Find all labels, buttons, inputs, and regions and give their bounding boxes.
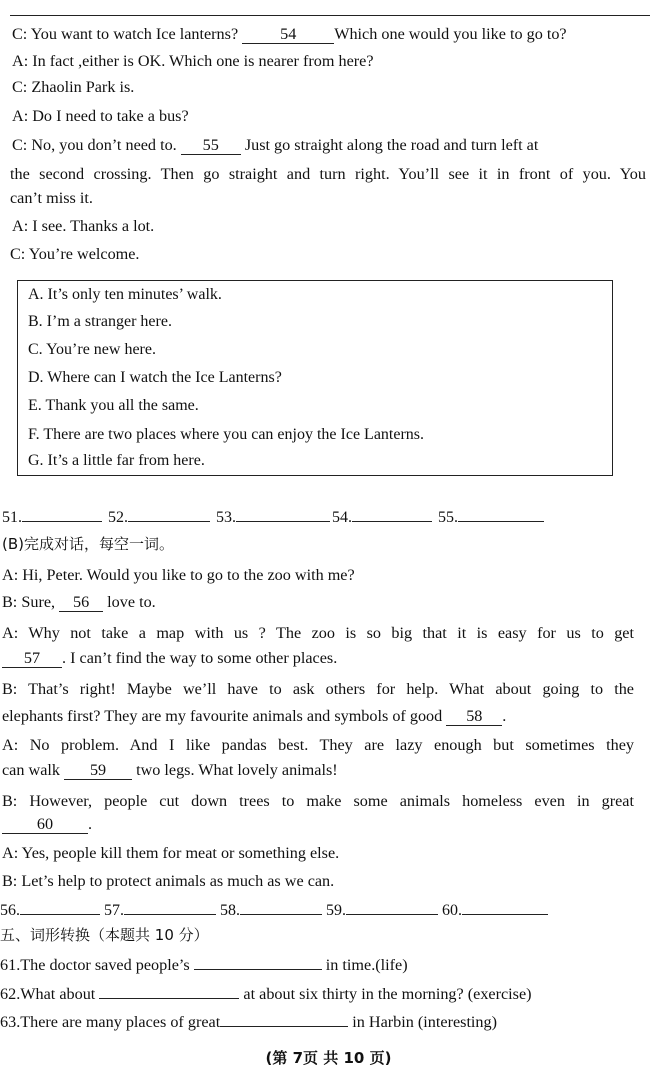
question-63: 63.There are many places of great in Harbin (interesting) [0, 1013, 498, 1031]
blank-58[interactable]: 58 [446, 708, 502, 726]
option-a: A. It’s only ten minutes’ walk. [28, 286, 222, 303]
dialog-line: B: Sure, 56 love to. [2, 593, 156, 611]
blank-54[interactable]: 54 [242, 26, 334, 44]
blank-57[interactable]: 57 [2, 650, 62, 668]
answer-52[interactable]: 52. [108, 507, 210, 527]
dialog-line: can’t miss it. [10, 189, 93, 207]
dialog-line: A: Why not take a map with us ? The zoo is so big that it is easy for us to get [2, 624, 634, 642]
dialog-line: 60 . [2, 814, 92, 834]
question-61: 61.The doctor saved people’s in time.(life) [0, 956, 408, 974]
answer-55[interactable]: 55. [438, 507, 544, 527]
blank-55[interactable]: 55 [181, 137, 241, 155]
blank-60[interactable]: 60 [2, 816, 88, 834]
dialog-line: elephants first? They are my favourite animals and symbols of good 58 . [2, 707, 507, 725]
dialog-line: 57 . I can’t find the way to some other places. [2, 648, 337, 668]
page-footer: (第 7页 共 10 页) [265, 1049, 392, 1067]
dialog-line: C: No, you don’t need to. 55 Just go straight along the road and turn left at [12, 136, 539, 154]
blank-56[interactable]: 56 [59, 594, 103, 612]
section-b-title: (B)完成对话，每空一词。 [2, 535, 174, 553]
blank-62[interactable] [99, 998, 239, 999]
answer-51[interactable]: 51. [2, 507, 102, 527]
answer-53[interactable]: 53. [216, 507, 330, 527]
dialog-line: B: That’s right! Maybe we’ll have to ask others for help. What about going to the [2, 680, 634, 698]
dialog-line: C: Zhaolin Park is. [12, 78, 135, 96]
dialog-line: B: Let’s help to protect animals as much as we can. [2, 872, 335, 890]
blank-61[interactable] [194, 969, 322, 970]
answer-57[interactable]: 57. [104, 900, 216, 920]
dialog-line: the second crossing. Then go straight and turn right. You’ll see it in front of you. You [10, 165, 646, 183]
blank-63[interactable] [220, 1026, 348, 1027]
dialog-line: C: You want to watch Ice lanterns? 54 Which one would you like to go to? [12, 25, 567, 43]
option-c: C. You’re new here. [28, 341, 156, 358]
top-rule [10, 15, 650, 16]
option-b: B. I’m a stranger here. [28, 313, 172, 330]
question-62: 62.What about at about six thirty in the morning? (exercise) [0, 985, 532, 1003]
dialog-line: C: You’re welcome. [10, 245, 140, 263]
dialog-line: A: I see. Thanks a lot. [12, 217, 155, 235]
option-g: G. It’s a little far from here. [28, 452, 205, 469]
answer-54[interactable]: 54. [332, 507, 432, 527]
option-f: F. There are two places where you can enjoy the Ice Lanterns. [28, 426, 425, 443]
answer-58[interactable]: 58. [220, 900, 322, 920]
dialog-line: B: However, people cut down trees to make some animals homeless even in great [2, 792, 634, 810]
dialog-line: can walk 59 two legs. What lovely animals! [2, 761, 338, 779]
answer-60[interactable]: 60. [442, 900, 548, 920]
option-d: D. Where can I watch the Ice Lanterns? [28, 369, 282, 386]
dialog-line: A: In fact ,either is OK. Which one is nearer from here? [12, 52, 374, 70]
answer-56[interactable]: 56. [0, 900, 100, 920]
dialog-line: A: Yes, people kill them for meat or something else. [2, 844, 340, 862]
dialog-line: A: No problem. And I like pandas best. They are lazy enough but sometimes they [2, 736, 634, 754]
options-box [17, 280, 613, 476]
dialog-line: A: Do I need to take a bus? [12, 107, 189, 125]
dialog-line: A: Hi, Peter. Would you like to go to the zoo with me? [2, 566, 355, 584]
option-e: E. Thank you all the same. [28, 397, 199, 414]
blank-59[interactable]: 59 [64, 762, 132, 780]
section-5-title: 五、词形转换（本题共 10 分） [0, 926, 209, 944]
answer-59[interactable]: 59. [326, 900, 438, 920]
